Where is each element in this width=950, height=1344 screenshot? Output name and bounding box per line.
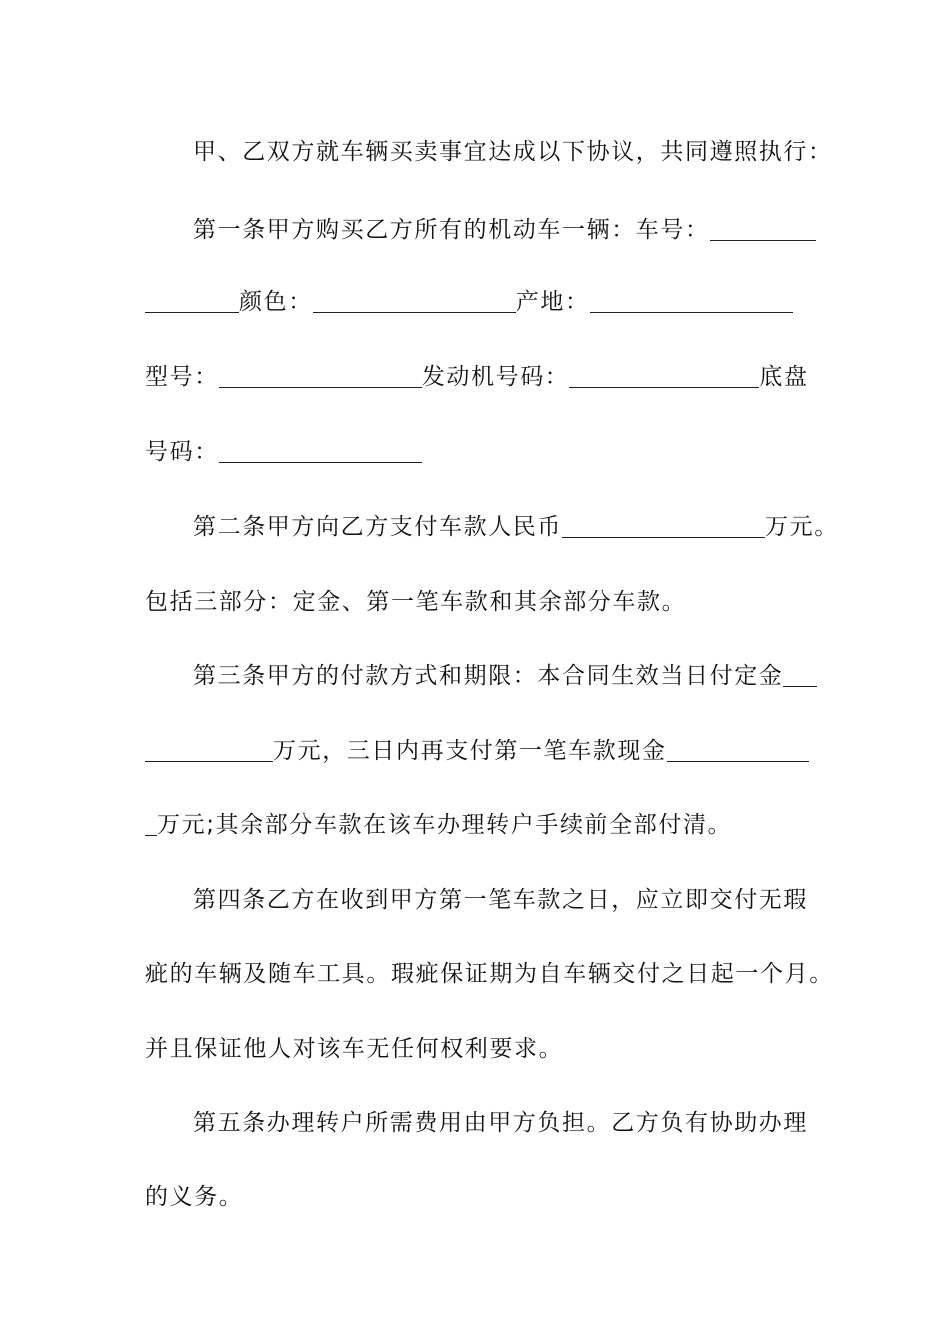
article-1-line-2 bbox=[145, 282, 810, 322]
first-payment-blank[interactable] bbox=[667, 731, 809, 762]
article-3-line-3 bbox=[145, 805, 810, 845]
engine-number-label: 发动机号码： bbox=[421, 364, 570, 390]
article-2-line-2 bbox=[145, 582, 810, 622]
article-4-text-line-2: 疵的车辆及随车工具。瑕疵保证期为自车辆交付之日起一个月。 bbox=[145, 961, 834, 987]
origin-label: 产地： bbox=[515, 289, 590, 315]
model-label: 型号： bbox=[145, 364, 219, 390]
color-label: 颜色： bbox=[239, 289, 313, 315]
article-3-line-1 bbox=[193, 656, 810, 696]
article-2-text: 第二条甲方向乙方支付车款人民币 bbox=[193, 514, 562, 540]
article-4-line-3 bbox=[145, 1029, 810, 1069]
article-5-line-2 bbox=[145, 1177, 810, 1217]
article-3-text-line-2: 万元，三日内再支付第一笔车款现金 bbox=[273, 738, 667, 764]
article-4-line-1 bbox=[193, 880, 810, 920]
color-blank[interactable] bbox=[313, 282, 516, 313]
origin-blank[interactable] bbox=[590, 282, 793, 313]
article-1-text: 第一条甲方购买乙方所有的机动车一辆：车号： bbox=[193, 217, 710, 243]
model-blank[interactable] bbox=[219, 357, 422, 388]
first-payment-blank-continued[interactable] bbox=[145, 805, 157, 836]
chassis-number-blank[interactable] bbox=[219, 432, 422, 463]
intro-paragraph bbox=[193, 132, 833, 172]
deposit-blank-continued[interactable] bbox=[145, 731, 273, 762]
article-1-line-1 bbox=[193, 210, 810, 250]
article-4-line-2 bbox=[145, 954, 834, 994]
article-5-line-1 bbox=[193, 1103, 810, 1143]
plate-number-blank[interactable] bbox=[710, 210, 816, 241]
price-blank[interactable] bbox=[562, 507, 765, 538]
article-3-line-2 bbox=[145, 731, 810, 771]
article-1-line-4 bbox=[145, 432, 810, 472]
article-3-text-line-3: 万元;其余部分车款在该车办理转户手续前全部付清。 bbox=[157, 812, 733, 838]
price-unit: 万元。 bbox=[765, 514, 839, 540]
chassis-label-part-1: 底盘 bbox=[759, 364, 809, 390]
plate-number-blank-continued[interactable] bbox=[145, 282, 239, 313]
article-2-line-1 bbox=[193, 507, 839, 547]
deposit-blank[interactable] bbox=[783, 656, 817, 687]
article-2-text-line-2: 包括三部分：定金、第一笔车款和其余部分车款。 bbox=[145, 589, 687, 615]
article-5-text-line-2: 的义务。 bbox=[145, 1184, 244, 1210]
article-3-text: 第三条甲方的付款方式和期限：本合同生效当日付定金 bbox=[193, 663, 784, 689]
article-5-text: 第五条办理转户所需费用由甲方负担。乙方负有协助办理 bbox=[193, 1110, 808, 1136]
article-4-text: 第四条乙方在收到甲方第一笔车款之日，应立即交付无瑕 bbox=[193, 887, 808, 913]
intro-text: 甲、乙双方就车辆买卖事宜达成以下协议，共同遵照执行： bbox=[193, 139, 833, 165]
chassis-label-part-2: 号码： bbox=[145, 439, 219, 465]
article-1-line-3 bbox=[145, 357, 810, 397]
article-4-text-line-3: 并且保证他人对该车无任何权利要求。 bbox=[145, 1036, 564, 1062]
engine-number-blank[interactable] bbox=[569, 357, 759, 388]
